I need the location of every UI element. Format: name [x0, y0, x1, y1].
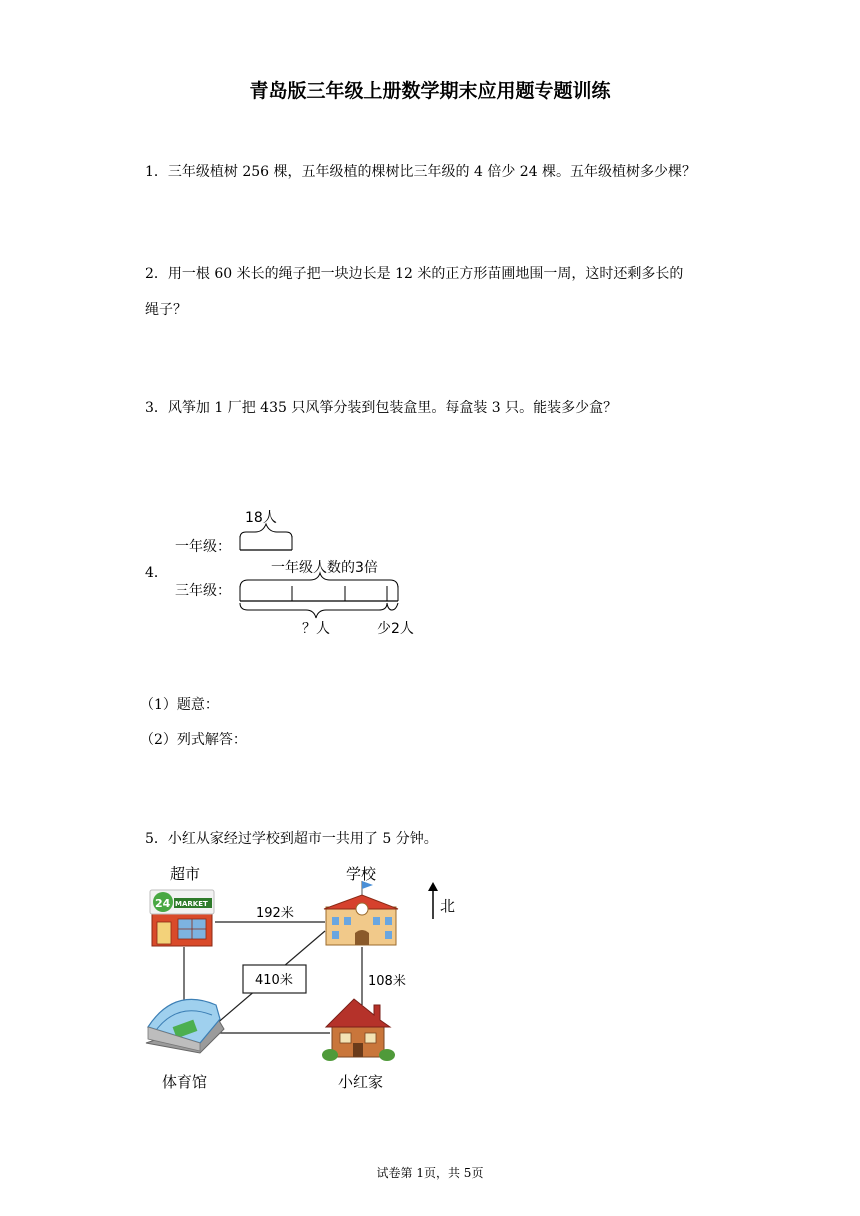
market-sign-text: MARKET — [175, 900, 208, 908]
question-2-line-2: 绳子？ — [145, 302, 187, 318]
north-label: 北 — [440, 897, 456, 915]
house-icon — [322, 999, 395, 1061]
less-brace — [387, 603, 398, 610]
distance-gym-school: 410米 — [255, 973, 293, 988]
distance-market-school: 192米 — [256, 906, 294, 921]
school-icon — [324, 881, 398, 945]
unknown-label: ？人 — [302, 621, 330, 637]
grade3-bottom-brace — [240, 603, 387, 618]
grade1-label: 一年级： — [175, 539, 231, 555]
grade3-label: 三年级： — [175, 583, 231, 599]
route-map — [140, 855, 470, 1095]
grade1-top-brace — [240, 524, 292, 538]
grade1-count-label: 18人 — [245, 510, 277, 526]
question-1: 1．三年级植树 256 棵，五年级植的棵树比三年级的 4 倍少 24 棵。五年级植树多少棵？ — [145, 164, 697, 180]
market-sign-24: 24 — [155, 897, 171, 910]
question-3: 3．风筝加 1 厂把 435 只风筝分装到包装盒里。每盒装 3 只。能装多少盒？ — [145, 400, 618, 416]
page-footer: 试卷第 1页，共 5页 — [376, 1166, 484, 1180]
distance-school-home: 108米 — [368, 974, 406, 989]
segment-diagram — [170, 500, 430, 645]
gym-icon — [146, 999, 224, 1053]
question-4-sub-2: （2）列式解答： — [140, 732, 247, 748]
page-title: 青岛版三年级上册数学期末应用题专题训练 — [249, 80, 611, 102]
less-label: 少2人 — [377, 621, 414, 637]
question-5: 5．小红从家经过学校到超市一共用了 5 分钟。 — [145, 831, 438, 847]
question-4-number: 4． — [145, 565, 168, 581]
home-label: 小红家 — [338, 1073, 384, 1091]
gym-label: 体育馆 — [162, 1073, 208, 1091]
north-arrow-icon — [428, 882, 438, 919]
school-label: 学校 — [346, 865, 377, 883]
question-2-line-1: 2．用一根 60 米长的绳子把一块边长是 12 米的正方形苗圃地围一周，这时还剩多长的 — [145, 266, 684, 282]
supermarket-label: 超市 — [170, 865, 201, 883]
times-label: 一年级人数的3倍 — [271, 560, 378, 576]
question-4-sub-1: （1）题意： — [140, 697, 219, 713]
